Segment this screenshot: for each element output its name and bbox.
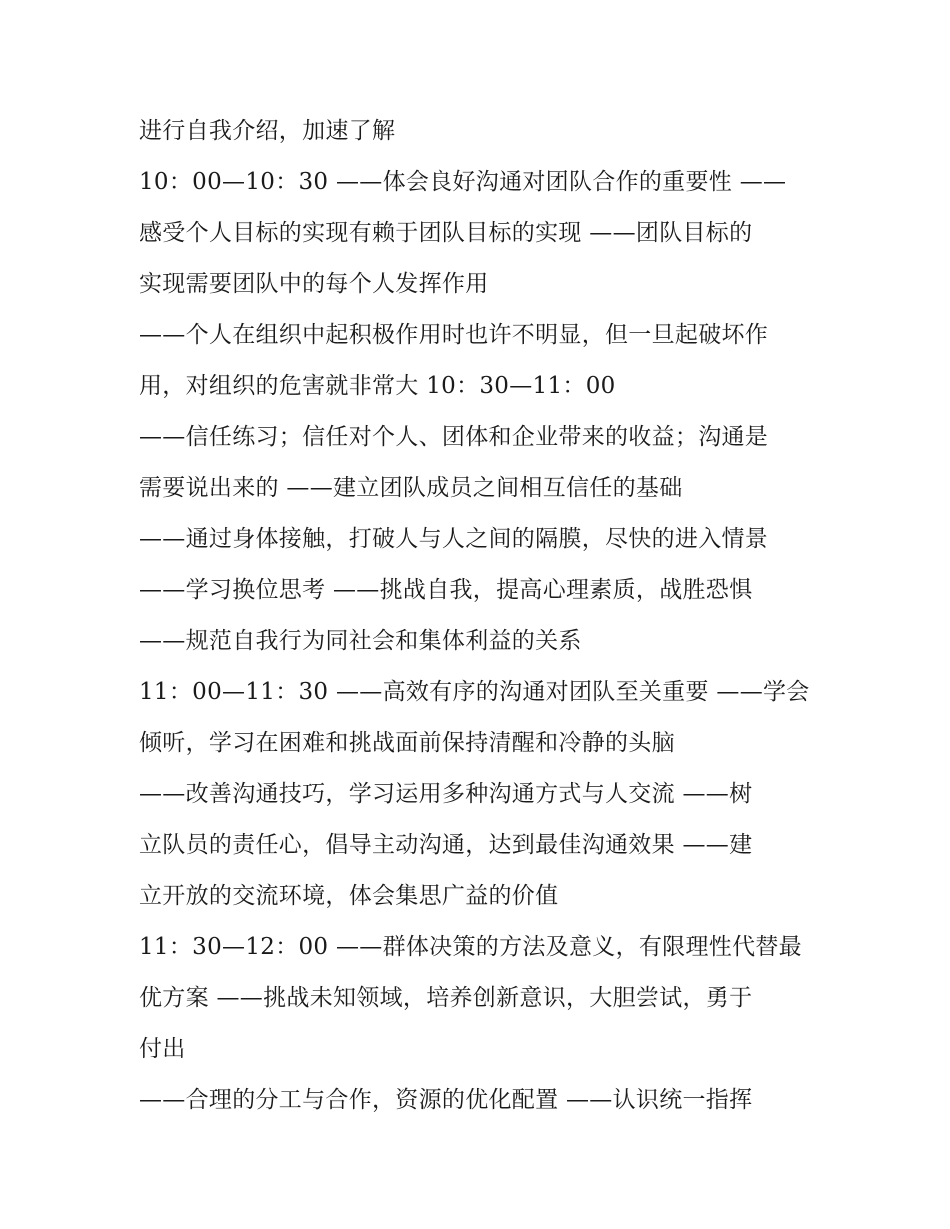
text-line: ——信任练习；信任对个人、团体和企业带来的收益；沟通是 (139, 424, 769, 450)
text-line: ——个人在组织中起积极作用时也许不明显，但一旦起破坏作 (139, 322, 769, 348)
text-line: 实现需要团队中的每个人发挥作用 (139, 271, 489, 297)
text-line: ——改善沟通技巧，学习运用多种沟通方式与人交流 ——树 (139, 781, 753, 807)
text-line: 10：00—10：30 ——体会良好沟通对团队合作的重要性 —— (139, 169, 787, 195)
text-line: ——合理的分工与合作，资源的优化配置 ——认识统一指挥 (139, 1087, 753, 1113)
document-body (139, 106, 829, 1126)
text-line: 立开放的交流环境，体会集思广益的价值 (139, 883, 559, 909)
text-line: ——通过身体接触，打破人与人之间的隔膜，尽快的进入情景 (139, 526, 769, 552)
text-line: ——学习换位思考 ——挑战自我，提高心理素质，战胜恐惧 (139, 577, 753, 603)
text-line: 感受个人目标的实现有赖于团队目标的实现 ——团队目标的 (139, 220, 753, 246)
text-line: 立队员的责任心，倡导主动沟通，达到最佳沟通效果 ——建 (139, 832, 753, 858)
text-line: 付出 (139, 1036, 186, 1062)
text-line: 用，对组织的危害就非常大 10：30—11：00 (139, 373, 616, 399)
text-line: 11：00—11：30 ——高效有序的沟通对团队至关重要 ——学会 (139, 679, 810, 705)
text-line: 优方案 ——挑战未知领域，培养创新意识，大胆尝试，勇于 (139, 985, 753, 1011)
text-line: 11：30—12：00 ——群体决策的方法及意义，有限理性代替最 (139, 934, 802, 960)
text-line: 倾听，学习在困难和挑战面前保持清醒和冷静的头脑 (139, 730, 675, 756)
text-line: 进行自我介绍，加速了解 (139, 118, 396, 144)
text-line: 需要说出来的 ——建立团队成员之间相互信任的基础 (139, 475, 683, 501)
text-line: ——规范自我行为同社会和集体利益的关系 (139, 628, 582, 654)
